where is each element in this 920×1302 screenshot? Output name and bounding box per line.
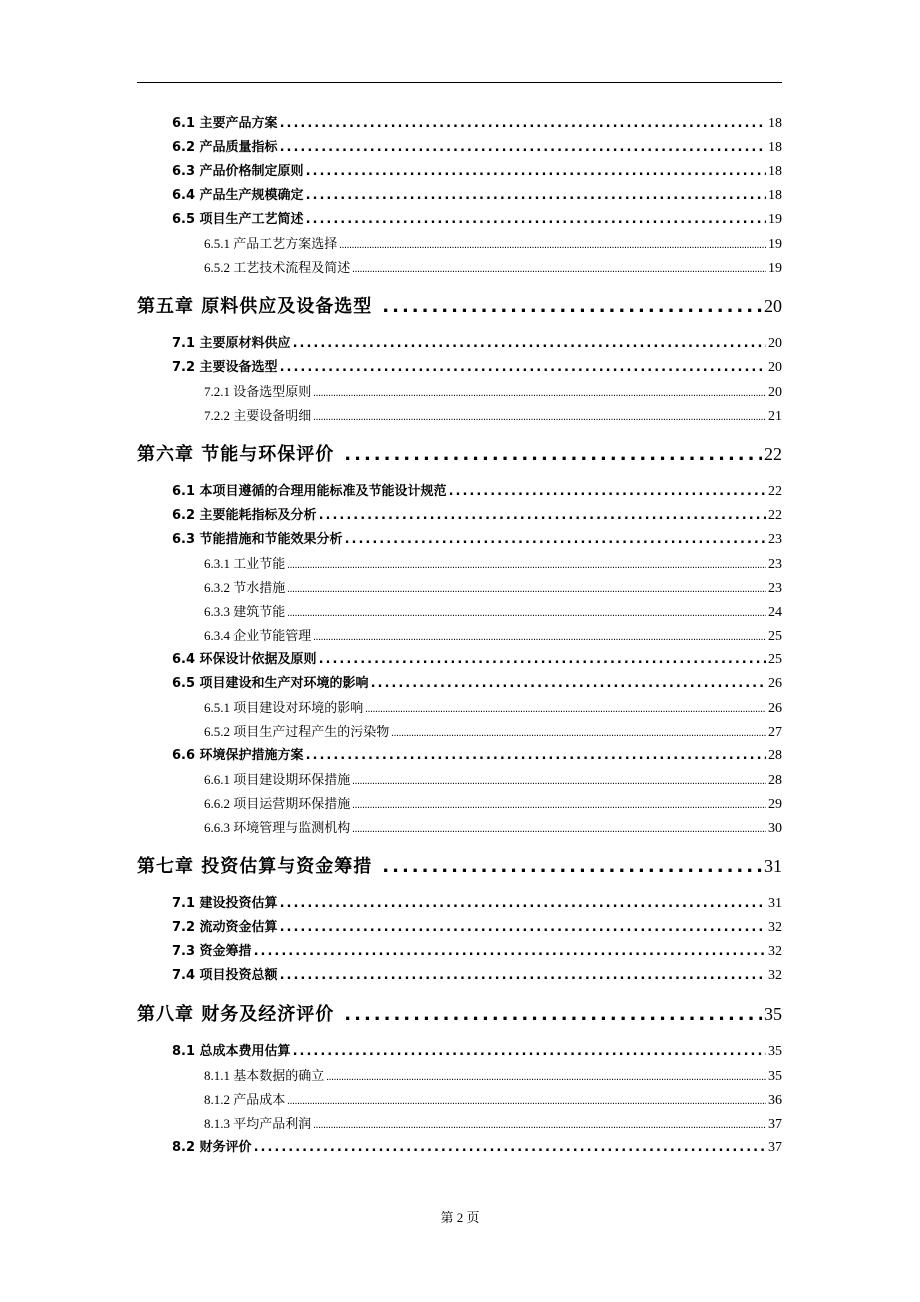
toc-dot-leader: [280, 356, 766, 380]
toc-entry-page-number: 30: [768, 821, 782, 836]
header-rule: [137, 82, 782, 83]
toc-dot-leader: [280, 964, 766, 988]
toc-dot-leader: [344, 433, 762, 477]
toc-chapter-entry[interactable]: [137, 992, 782, 1036]
toc-entry-title: 6.1 主要产品方案: [172, 116, 278, 131]
toc-dot-leader: [313, 626, 766, 650]
toc-dot-leader: [254, 940, 766, 964]
toc-dot-leader: [326, 1066, 766, 1090]
toc-entry-page-number: 32: [768, 920, 782, 935]
toc-dot-leader: [344, 993, 762, 1037]
toc-entry-page-number: 26: [768, 676, 782, 691]
toc-subsection-entry[interactable]: [137, 256, 782, 280]
toc-section-entry[interactable]: [137, 940, 782, 964]
toc-entry-title: 6.3.3 建筑节能: [204, 604, 286, 619]
toc-dot-leader: [306, 160, 766, 184]
toc-entry-title: 6.5.2 工艺技术流程及简述: [204, 260, 351, 275]
toc-chapter-entry[interactable]: [137, 844, 782, 888]
toc-dot-leader: [319, 504, 766, 528]
toc-entry-page-number: 25: [768, 652, 782, 667]
toc-subsection-entry[interactable]: [137, 576, 782, 600]
toc-entry-title: 6.6.3 环境管理与监测机构: [204, 820, 351, 835]
toc-entry-title: 8.1 总成本费用估算: [172, 1044, 291, 1059]
toc-entry-page-number: 27: [768, 725, 782, 740]
toc-entry-page-number: 24: [768, 605, 782, 620]
toc-entry-page-number: 37: [768, 1117, 782, 1132]
toc-subsection-entry[interactable]: [137, 792, 782, 816]
toc-entry-page-number: 21: [768, 409, 782, 424]
toc-dot-leader: [306, 744, 766, 768]
toc-entry-page-number: 22: [764, 444, 782, 464]
toc-entry-page-number: 28: [768, 773, 782, 788]
toc-entry-title: 6.3.2 节水措施: [204, 580, 286, 595]
toc-section-entry[interactable]: [137, 504, 782, 528]
toc-entry-title: 第五章 原料供应及设备选型: [137, 296, 373, 317]
toc-section-entry[interactable]: [137, 648, 782, 672]
toc-entry-page-number: 23: [768, 532, 782, 547]
toc-section-entry[interactable]: [137, 916, 782, 940]
toc-subsection-entry[interactable]: [137, 1064, 782, 1088]
toc-entry-page-number: 19: [768, 261, 782, 276]
toc-entry-page-number: 20: [768, 336, 782, 351]
toc-entry-title: 6.3 节能措施和节能效果分析: [172, 532, 343, 547]
toc-entry-page-number: 35: [764, 1004, 782, 1024]
toc-entry-page-number: 35: [768, 1044, 782, 1059]
toc-section-entry[interactable]: [137, 1040, 782, 1064]
toc-section-entry[interactable]: [137, 892, 782, 916]
toc-entry-page-number: 22: [768, 508, 782, 523]
toc-dot-leader: [293, 332, 766, 356]
toc-entry-title: 6.6.2 项目运营期环保措施: [204, 796, 351, 811]
toc-entry-title: 6.2 主要能耗指标及分析: [172, 508, 317, 523]
toc-dot-leader: [293, 1040, 766, 1064]
toc-dot-leader: [287, 554, 766, 578]
toc-entry-page-number: 29: [768, 797, 782, 812]
toc-subsection-entry[interactable]: [137, 1112, 782, 1136]
toc-entry-title: 6.4 环保设计依据及原则: [172, 652, 317, 667]
toc-entry-title: 7.2 主要设备选型: [172, 360, 278, 375]
toc-entry-title: 6.5.2 项目生产过程产生的污染物: [204, 724, 390, 739]
toc-dot-leader: [352, 258, 766, 282]
toc-subsection-entry[interactable]: [137, 552, 782, 576]
toc-entry-title: 7.2.2 主要设备明细: [204, 408, 312, 423]
toc-dot-leader: [306, 208, 766, 232]
toc-section-entry[interactable]: [137, 672, 782, 696]
toc-dot-leader: [449, 480, 766, 504]
toc-dot-leader: [352, 794, 766, 818]
toc-dot-leader: [345, 528, 766, 552]
toc-section-entry[interactable]: [137, 160, 782, 184]
toc-dot-leader: [280, 136, 766, 160]
toc-entry-title: 6.3 产品价格制定原则: [172, 164, 304, 179]
toc-entry-title: 6.5 项目生产工艺简述: [172, 212, 304, 227]
toc-dot-leader: [382, 285, 762, 329]
toc-entry-page-number: 18: [768, 140, 782, 155]
toc-entry-title: 7.1 建设投资估算: [172, 896, 278, 911]
toc-entry-page-number: 20: [768, 385, 782, 400]
toc-subsection-entry[interactable]: [137, 816, 782, 840]
toc-entry-page-number: 28: [768, 748, 782, 763]
toc-entry-title: 第八章 财务及经济评价: [137, 1004, 335, 1025]
toc-entry-page-number: 20: [764, 296, 782, 316]
toc-dot-leader: [313, 406, 766, 430]
toc-entry-title: 7.1 主要原材料供应: [172, 336, 291, 351]
toc-section-entry[interactable]: [137, 964, 782, 988]
toc-entry-page-number: 19: [768, 212, 782, 227]
toc-subsection-entry[interactable]: [137, 1088, 782, 1112]
toc-entry-page-number: 19: [768, 237, 782, 252]
toc-entry-page-number: 22: [768, 484, 782, 499]
toc-dot-leader: [287, 602, 766, 626]
toc-entry-page-number: 31: [764, 856, 782, 876]
toc-entry-title: 6.3.1 工业节能: [204, 556, 286, 571]
toc-entry-title: 第六章 节能与环保评价: [137, 444, 335, 465]
toc-entry-page-number: 35: [768, 1069, 782, 1084]
toc-dot-leader: [382, 845, 762, 889]
toc-subsection-entry[interactable]: [137, 720, 782, 744]
toc-entry-page-number: 31: [768, 896, 782, 911]
toc-subsection-entry[interactable]: [137, 232, 782, 256]
toc-dot-leader: [287, 578, 766, 602]
toc-subsection-entry[interactable]: [137, 624, 782, 648]
toc-dot-leader: [319, 648, 766, 672]
toc-entry-title: 6.5 项目建设和生产对环境的影响: [172, 676, 369, 691]
toc-entry-title: 8.2 财务评价: [172, 1140, 252, 1155]
toc-subsection-entry[interactable]: [137, 404, 782, 428]
toc-entry-page-number: 32: [768, 968, 782, 983]
toc-entry-title: 7.2 流动资金估算: [172, 920, 278, 935]
toc-dot-leader: [280, 916, 766, 940]
toc-dot-leader: [352, 818, 766, 842]
toc-dot-leader: [371, 672, 766, 696]
toc-entry-title: 6.2 产品质量指标: [172, 140, 278, 155]
toc-dot-leader: [391, 722, 766, 746]
toc-chapter-entry[interactable]: [137, 284, 782, 328]
toc-dot-leader: [287, 1090, 766, 1114]
toc-entry-title: 6.5.1 项目建设对环境的影响: [204, 700, 364, 715]
toc-section-entry[interactable]: [137, 112, 782, 136]
toc-entry-page-number: 32: [768, 944, 782, 959]
toc-dot-leader: [313, 382, 766, 406]
toc-entry-page-number: 20: [768, 360, 782, 375]
toc-dot-leader: [352, 770, 766, 794]
toc-entry-page-number: 23: [768, 581, 782, 596]
toc-entry-title: 8.1.2 产品成本: [204, 1092, 286, 1107]
page-number-footer: 第 2 页: [440, 1210, 480, 1225]
toc-section-entry[interactable]: [137, 332, 782, 356]
toc-entry-page-number: 26: [768, 701, 782, 716]
toc-section-entry[interactable]: [137, 1136, 782, 1160]
toc-subsection-entry[interactable]: [137, 380, 782, 404]
toc-dot-leader: [313, 1114, 766, 1138]
toc-section-entry[interactable]: [137, 208, 782, 232]
toc-subsection-entry[interactable]: [137, 768, 782, 792]
toc-dot-leader: [280, 112, 766, 136]
toc-entry-title: 6.4 产品生产规模确定: [172, 188, 304, 203]
toc-entry-page-number: 37: [768, 1140, 782, 1155]
toc-dot-leader: [306, 184, 766, 208]
toc-entry-title: 8.1.1 基本数据的确立: [204, 1068, 325, 1083]
toc-entry-title: 6.3.4 企业节能管理: [204, 628, 312, 643]
toc-entry-title: 6.6 环境保护措施方案: [172, 748, 304, 763]
toc-entry-title: 7.2.1 设备选型原则: [204, 384, 312, 399]
toc-section-entry[interactable]: [137, 356, 782, 380]
toc-dot-leader: [365, 698, 766, 722]
toc-entry-title: 7.3 资金筹措: [172, 944, 252, 959]
toc-section-entry[interactable]: [137, 184, 782, 208]
toc-section-entry[interactable]: [137, 744, 782, 768]
toc-entry-title: 6.1 本项目遵循的合理用能标准及节能设计规范: [172, 484, 447, 499]
toc-subsection-entry[interactable]: [137, 696, 782, 720]
toc-entry-page-number: 36: [768, 1093, 782, 1108]
table-of-contents: [137, 112, 782, 1160]
toc-chapter-entry[interactable]: [137, 432, 782, 476]
toc-section-entry[interactable]: [137, 528, 782, 552]
toc-dot-leader: [339, 234, 766, 258]
toc-entry-page-number: 25: [768, 629, 782, 644]
toc-entry-title: 第七章 投资估算与资金筹措: [137, 856, 373, 877]
toc-entry-title: 6.5.1 产品工艺方案选择: [204, 236, 338, 251]
toc-entry-page-number: 23: [768, 557, 782, 572]
toc-entry-title: 6.6.1 项目建设期环保措施: [204, 772, 351, 787]
toc-dot-leader: [254, 1136, 766, 1160]
toc-dot-leader: [280, 892, 766, 916]
toc-entry-page-number: 18: [768, 116, 782, 131]
toc-entry-page-number: 18: [768, 188, 782, 203]
toc-entry-title: 7.4 项目投资总额: [172, 968, 278, 983]
toc-subsection-entry[interactable]: [137, 600, 782, 624]
toc-entry-title: 8.1.3 平均产品利润: [204, 1116, 312, 1131]
toc-section-entry[interactable]: [137, 480, 782, 504]
toc-entry-page-number: 18: [768, 164, 782, 179]
toc-section-entry[interactable]: [137, 136, 782, 160]
